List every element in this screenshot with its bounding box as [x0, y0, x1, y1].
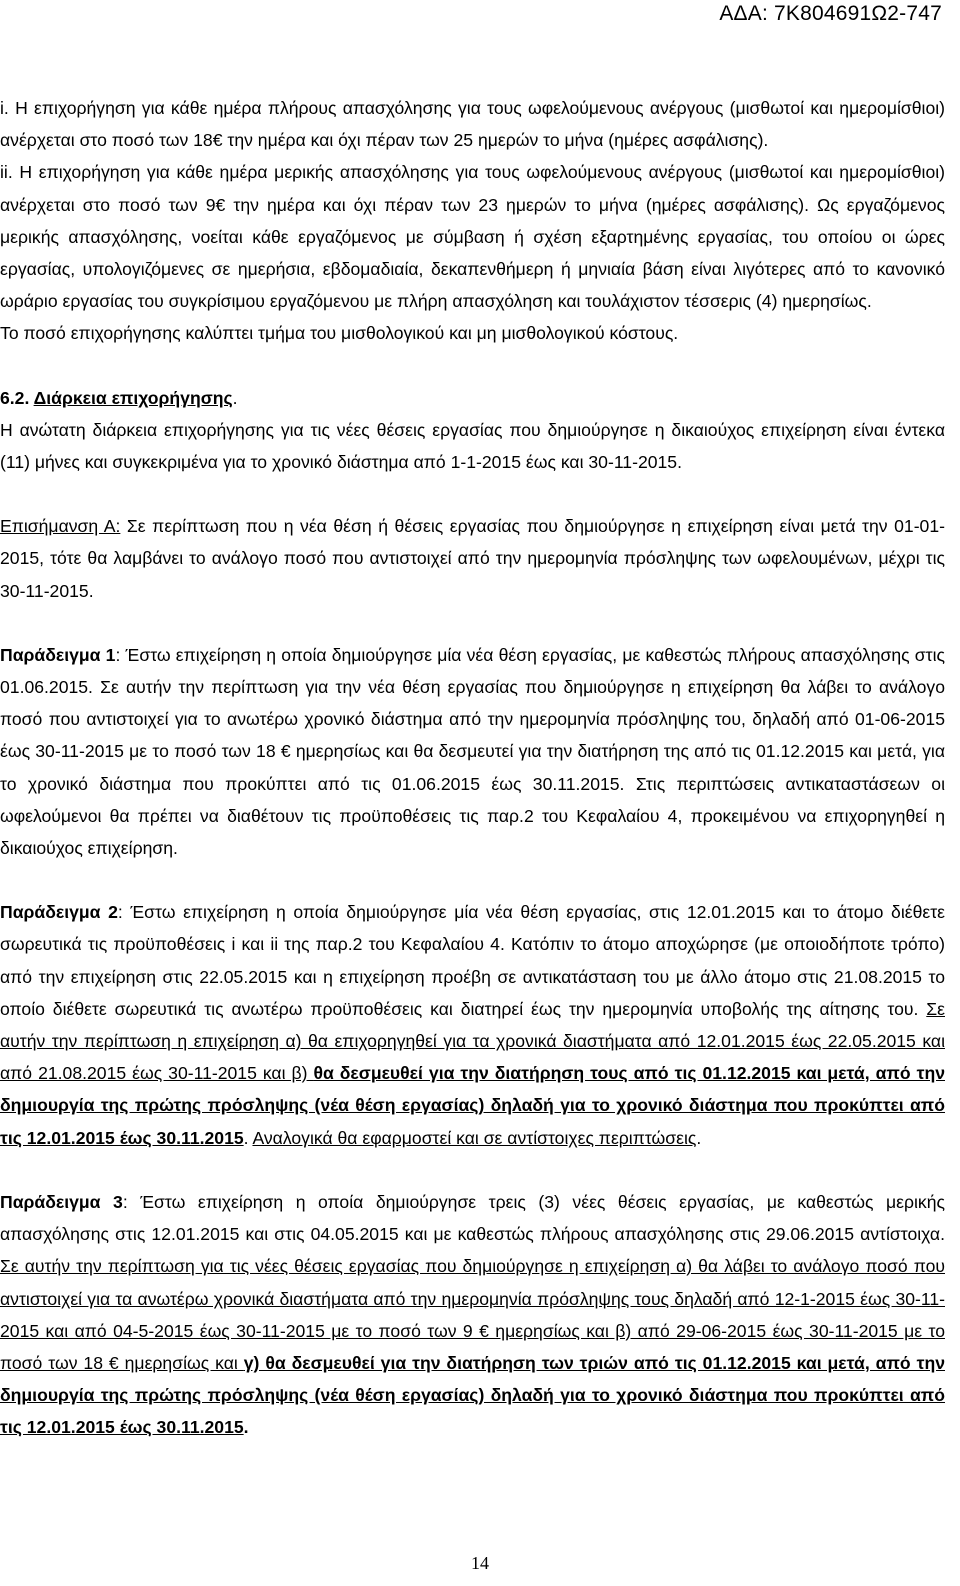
example-3-text: : Έστω επιχείρηση η οποία δημιούργησε τρεις (3) νέες θέσεις εργασίας, με καθεστώς μερικής απασχόλησης στις 12.01.2015 και στις 04.05.2015 και με καθεστώς πλήρους απασχόλησης στις 29.06.2015 αντίστοιχα. [0, 1191, 945, 1245]
paragraph-part-time-subsidy: ii. Η επιχορήγηση για κάθε ημέρα μερικής απασχόλησης για τους ωφελούμενους ανέργους (μισθωτοί και ημερομίσθιοι) ανέρχεται στο ποσό των 9€ την ημέρα και όχι πέραν των 23 ημερών το μήνα (ημέρες ασφάλισης). Ως εργαζόμενος μερικής απασχόλησης, νοείται κάθε εργαζόμενος με σύμβαση ή σχέση εξαρτημένης εργασίας, του οποίου οι ώρες εργασίας, υπολογιζόμενες σε ημερήσια, εβδομαδιαία, δεκαπενθήμερη ή μηνιαία βάση είναι λιγότερες από το κανονικό ωράριο εργασίας του συγκρίσιμου εργαζόμενου με πλήρη απασχόληση και τουλάχιστον τέσσερις (4) ημερησίως. [0, 162, 945, 312]
paragraph-full-time-subsidy: i. Η επιχορήγηση για κάθε ημέρα πλήρους απασχόλησης για τους ωφελούμενους ανέργους (μισθωτοί και ημερομίσθιοι) ανέρχεται στο ποσό των 18€ την ημέρα και όχι πέραν των 25 ημερών το μήνα (ημέρες ασφάλισης). [0, 98, 945, 151]
paragraph-example-3 [0, 1186, 945, 1444]
example-2-analogous-note: Αναλογικά θα εφαρμοστεί και σε αντίστοιχες περιπτώσεις [252, 1127, 697, 1148]
page-number: 14 [471, 1553, 489, 1573]
section-number: 6.2. [0, 387, 34, 408]
example-2-label: Παράδειγμα 2 [0, 902, 118, 923]
example-2-end: . [696, 1127, 702, 1148]
example-2-text: : Έστω επιχείρηση η οποία δημιούργησε μία νέα θέση εργασίας, στις 12.01.2015 και το άτομο διέθετε σωρευτικά τις προϋποθέσεις i και ii της παρ.2 του Κεφαλαίου 4. Κατόπιν το άτομο αποχώρησε (με οποιοδήποτε τρόπο) από την επιχείρηση στις 22.05.2015 και η επιχείρηση προέβη σε αντικατάσταση του με άλλο άτομο στις 21.08.2015 το οποίο διέθετε σωρευτικά τις ανωτέρω προϋποθέσεις και διατηρεί έως την ημερομηνία υποβολής της αίτησης του. [0, 902, 945, 1019]
example-3-underlined: Σε αυτήν την περίπτωση για τις νέες θέσεις εργασίας που δημιούργησε η επιχείρηση α) θα λάβει το ανάλογο ποσό που αντιστοιχεί για τα ανωτέρω χρονικά διαστήματα από την ημερομηνία πρόσληψης τους δηλαδή από 12-1-2015 έως 30-11-2015 και από 04-5-2015 έως 30-11-2015 με το ποσό των 9 € ημερησίως και β) από 29-06-2015 έως 30-11-2015 με το ποσό των 18 € ημερησίως και [0, 1256, 945, 1373]
paragraph-example-1 [0, 639, 945, 864]
note-label: Επισήμανση Α: [0, 516, 121, 537]
section-title: Διάρκεια επιχορήγησης [33, 387, 233, 408]
example-3-label: Παράδειγμα 3 [0, 1191, 123, 1212]
document-body [0, 92, 945, 1444]
example-3-bold-underlined: γ) θα δεσμευθεί για την διατήρηση των τριών από τις 01.12.2015 και μετά, από την δημιουργία της πρώτης πρόσληψης (νέα θέση εργασίας) δηλαδή για το χρονικό διάστημα που προκύπτει από τις 12.01.2015 έως 30.11.2015 [0, 1352, 945, 1438]
note-text: Σε περίπτωση που η νέα θέση ή θέσεις εργασίας που δημιούργησε η επιχείρηση είναι μετά την 01-01-2015, τότε θα λαμβάνει το ανάλογο ποσό που αντιστοιχεί από την ημερομηνία πρόσληψης των ωφελουμένων, μέχρι τις 30-11-2015. [0, 516, 945, 601]
paragraph-example-2 [0, 896, 945, 1154]
example-2-bold-underlined: θα δεσμευθεί για την διατήρηση τους από τις 01.12.2015 και μετά, από την δημιουργία της πρώτης πρόσληψης (νέα θέση εργασίας) δηλαδή για το χρονικό διάστημα που προκύπτει από τις 12.01.2015 έως 30.11.2015 [0, 1063, 945, 1148]
example-1-label: Παράδειγμα 1 [0, 644, 116, 665]
example-1-text: : Έστω επιχείρηση η οποία δημιούργησε μία νέα θέση εργασίας, με καθεστώς πλήρους απασχόλησης στις 01.06.2015. Σε αυτήν την περίπτωση για την νέα θέση εργασίας που δημιούργησε η επιχείρηση θα λάβει το ανάλογο ποσό που αντιστοιχεί για το ανωτέρω χρονικό διάστημα από την ημερομηνία πρόσληψης του, δηλαδή από 01-06-2015 έως 30-11-2015 με το ποσό των 18 € ημερησίως και θα δεσμευτεί για την διατήρηση της από τις 01.12.2015 και μετά, για το χρονικό διάστημα που προκύπτει από τις 01.06.2015 έως 30.11.2015. Στις περιπτώσεις αντικαταστάσεων οι ωφελούμενοι θα πρέπει να διαθέτουν τις προϋποθέσεις τις παρ.2 του Κεφαλαίου 4, προκειμένου να επιχορηγηθεί η δικαιούχος επιχείρηση. [0, 644, 945, 859]
document-id-header: ΑΔΑ: 7Κ804691Ω2-747 [719, 2, 942, 25]
paragraph-cost-coverage: Το ποσό επιχορήγησης καλύπτει τμήμα του μισθολογικού και μη μισθολογικού κόστους. [0, 323, 679, 344]
paragraph-subsidy-duration: Η ανώτατη διάρκεια επιχορήγησης για τις νέες θέσεις εργασίας που δημιούργησε η δικαιούχος επιχείρηση είναι έντεκα (11) μήνες και συγκεκριμένα για το χρονικό διάστημα από 1-1-2015 έως και 30-11-2015. [0, 419, 945, 473]
section-heading [0, 382, 945, 414]
section-title-dot: . [232, 387, 238, 408]
example-2-separator: . [243, 1127, 253, 1148]
example-2-underlined: Σε αυτήν την περίπτωση η επιχείρηση α) θα επιχορηγηθεί για τα χρονικά διαστήματα από 12.01.2015 έως 22.05.2015 και από 21.08.2015 έως 30-11-2015 και β) [0, 998, 945, 1084]
example-3-end: . [243, 1417, 249, 1438]
paragraph-note-a [0, 510, 945, 607]
